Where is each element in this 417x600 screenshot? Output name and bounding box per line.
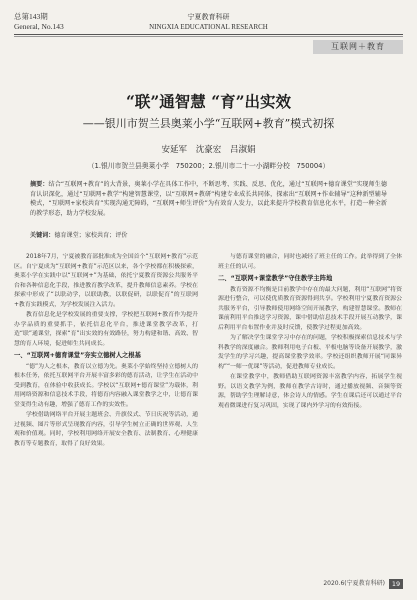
header-rule-thin [14, 36, 403, 37]
issue-info [14, 12, 64, 32]
body-paragraph: 学校借助网络平台开展主题班会、升旗仪式、节日庆祝等活动，通过视频、图片等形式呈现教育内容，引导学生树立正确的世界观、人生观和价值观。同时，学校利用网络开展安全教育、法制教育、心理健康教育等专题教育，取得了良好效果。 [14, 412, 198, 447]
keywords-label: 关键词： [30, 232, 55, 239]
body-paragraph: 在课堂教学中，教师借助互联网资源丰富教学内容，拓展学生视野。以语文教学为例，教师在教学古诗时，通过播放视频、音频等资源，帮助学生理解诗意，体会诗人的情感。学生在课后还可以通过平台观看微课进行复习巩固，实现了课内外学习的有效衔接。 [218, 374, 402, 409]
abstract-text: 结合“互联网+教育”的大背景，奥莱小学在具体工作中，不断思考、实践、反思、优化，通过“互联网+德育课堂”实现师生德育认识深化，通过“互联网+教学”构建智慧课堂，以“互联网+教研”构建专业成长共同体，探索出“互联网+作业辅导”这种新型辅导模式，“互联网+家校共育”实现沟通无障碍，“互联网+师生评价”为有效育人发力，以此来提升学校教育信息化水平，打造一种全新的教学形态，助力学校发展。 [30, 181, 388, 217]
author-list [14, 143, 403, 155]
section-heading: 一、“互联网+德育课堂”夯实立德树人之根基 [14, 352, 141, 359]
author-name: 安延军 [161, 145, 188, 155]
section-tag: 互联网＋教育 [313, 40, 403, 54]
author-affiliation: （1.银川市贺兰县奥莱小学 750200；2.银川市二十一小湖畔分校 750004） [87, 162, 330, 170]
body-paragraph: 为了解决学生课堂学习中存在的问题，学校积极探索信息技术与学科教学的深度融合。教师利用电子白板、平板电脑等设备开展教学，激发学生的学习兴趣，提高课堂教学效率。学校还组织教师开展“同课异构”“一师一优课”等活动，促进教师专业成长。 [218, 335, 402, 370]
issue-number-en: General, No.143 [14, 22, 64, 31]
body-paragraph: “德”为人之根本，教育以立德为先。奥莱小学始终坚持立德树人的根本任务，依托互联网平台开展丰富多彩的德育活动，让学生在活动中受到教育，在体验中收获成长。学校以“互联网+德育课堂”为载体，利用网络资源和信息技术手段，将德育内容融入课堂教学之中，让德育课堂变得生动有趣，增强了德育工作的实效性。 [14, 363, 198, 408]
journal-name-en: NINGXIA EDUCATIONAL RESEARCH [149, 23, 268, 31]
body-column-right [218, 253, 402, 412]
page-number: 19 [389, 579, 403, 589]
body-column-left [14, 253, 198, 450]
abstract-label: 摘要： [30, 181, 49, 188]
body-paragraph: 教育信息化是学校发展的重要支撑，学校把互联网+教育作为提升办学品质的重要抓手，依托信息化平台，推进课堂教学改革，打造“联”通课堂，探索“育”出实效的有效路径，努力构建和谐、高效、智慧的育人环境，促进师生共同成长。 [14, 312, 198, 347]
header-rule [14, 34, 403, 35]
keywords [30, 230, 387, 239]
author-name: 沈豪宏 [195, 145, 222, 155]
article-title: “联”通智慧 “育”出实效 [125, 92, 292, 111]
body-paragraph: 教育资源不均衡是目前教学中存在的最大问题，利用“互联网”将资源进行整合，可以使优质教育资源得到共享。学校利用宁夏教育资源公共服务平台，引导教师使用网络空间开展教学，构建智慧课堂。教师在课前利用平台推送学习资源，课中借助信息技术手段开展互动教学，课后利用平台布置作业并及时反馈，使教学过程更加高效。 [218, 286, 402, 331]
body-paragraph: 与德育课堂的融合，同时也减轻了班主任的工作。此举得到了全体班主任的认可。 [218, 254, 402, 270]
journal-name-cn: 宁夏教育科研 [187, 13, 230, 21]
body-paragraph: 2018年7月，宁夏被教育部批准成为全国首个“互联网+教育”示范区。自宁夏成为“互联网+教育”示范区以来，各个学校都在积极探索，奥莱小学在实践中以“互联网+”为基础，依托宁夏教育资源公共服务平台和各种信息化手段，推进教育教学改革，提升教师信息素养。学校在探索中形成了“以联动学，以联助教，以联促研，以联促育”的互联网+教育实践模式，为学校发展注入活力。 [14, 254, 198, 308]
author-name: 吕淑娟 [229, 145, 256, 155]
issue-number: 总第143期 [14, 12, 48, 21]
footer-issue: 2020.6(宁夏教育科研) [323, 580, 385, 587]
section-heading: 二、“互联网+课堂教学”守住教学主阵地 [218, 275, 333, 282]
keywords-text: 德育课堂；家校共育；评价 [54, 232, 128, 239]
abstract [30, 180, 387, 218]
page-footer [265, 578, 403, 590]
journal-name [120, 12, 297, 32]
article-subtitle: ——银川市贺兰县奥莱小学“互联网+教育”模式初探 [82, 117, 335, 130]
